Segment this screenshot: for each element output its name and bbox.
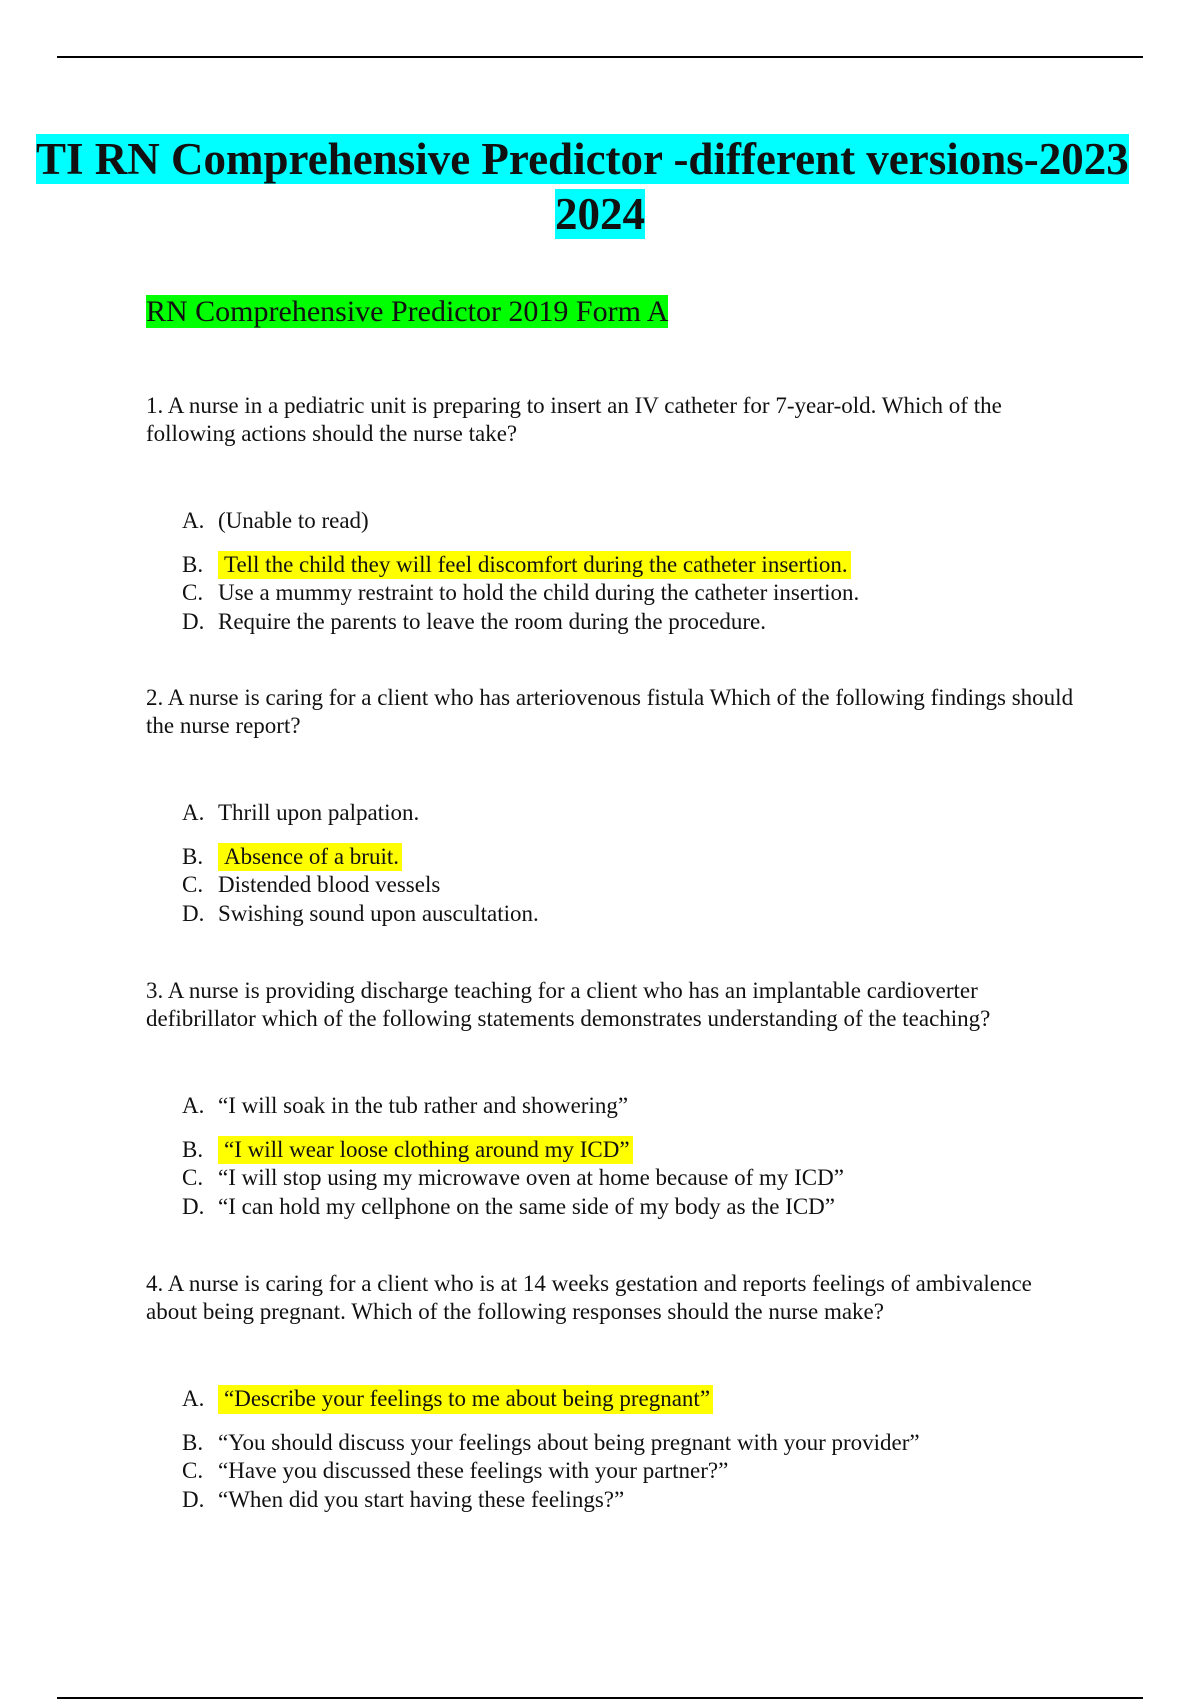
answer-option: D. Require the parents to leave the room during the procedure. [182, 608, 766, 634]
question-text: 4. A nurse is caring for a client who is at 14 weeks gestation and reports feelings of ambivalence about being pregnant. Which of the following responses should the nurse make? [146, 1271, 1032, 1324]
title-line-1: TI RN Comprehensive Predictor -different versions-2023 [36, 134, 1129, 184]
answer-option-correct: B. Tell the child they will feel discomfort during the catheter insertion. [182, 551, 1082, 580]
question-text: 2. A nurse is caring for a client who has arteriovenous fistula Which of the following findings should the nurse report? [146, 685, 1074, 738]
answer-options [182, 507, 1082, 636]
answer-option: A. “I will soak in the tub rather and showering” [182, 1093, 629, 1118]
question-text: 3. A nurse is providing discharge teaching for a client who has an implantable cardioverter defibrillator which of the following statements demonstrates understanding of the teaching? [146, 978, 991, 1031]
answer-options [182, 1092, 1082, 1221]
answer-options [182, 799, 1082, 928]
question-4 [146, 1270, 1086, 1512]
answer-option: A. Thrill upon palpation. [182, 800, 420, 825]
answer-option: C. “Have you discussed these feelings with your partner?” [182, 1458, 729, 1483]
answer-option: D. Swishing sound upon auscultation. [182, 900, 539, 926]
answer-option: C. Use a mummy restraint to hold the child during the catheter insertion. [182, 580, 860, 605]
question-3 [146, 977, 1086, 1219]
answer-option: A. (Unable to read) [182, 508, 369, 533]
question-text: 1. A nurse in a pediatric unit is preparing to insert an IV catheter for 7-year-old. Which of the following actions should the nurse take? [146, 393, 1002, 446]
form-subtitle: RN Comprehensive Predictor 2019 Form A [146, 295, 669, 328]
question-1 [146, 392, 1086, 634]
title-line-2: 2024 [555, 189, 645, 239]
answer-options [182, 1385, 1082, 1514]
answer-option-correct: A. “Describe your feelings to me about being pregnant” [182, 1385, 1082, 1414]
answer-option-correct: B. Absence of a bruit. [182, 843, 1082, 872]
bottom-rule [57, 1697, 1143, 1699]
answer-option-correct: B. “I will wear loose clothing around my ICD” [182, 1136, 1082, 1165]
answer-option: B. “You should discuss your feelings about being pregnant with your provider” [182, 1429, 920, 1455]
answer-option: C. Distended blood vessels [182, 872, 441, 897]
answer-option: D. “When did you start having these feelings?” [182, 1486, 625, 1512]
answer-option: D. “I can hold my cellphone on the same side of my body as the ICD” [182, 1193, 836, 1219]
answer-option: C. “I will stop using my microwave oven at home because of my ICD” [182, 1165, 844, 1190]
top-rule [57, 56, 1143, 58]
question-2 [146, 684, 1086, 926]
